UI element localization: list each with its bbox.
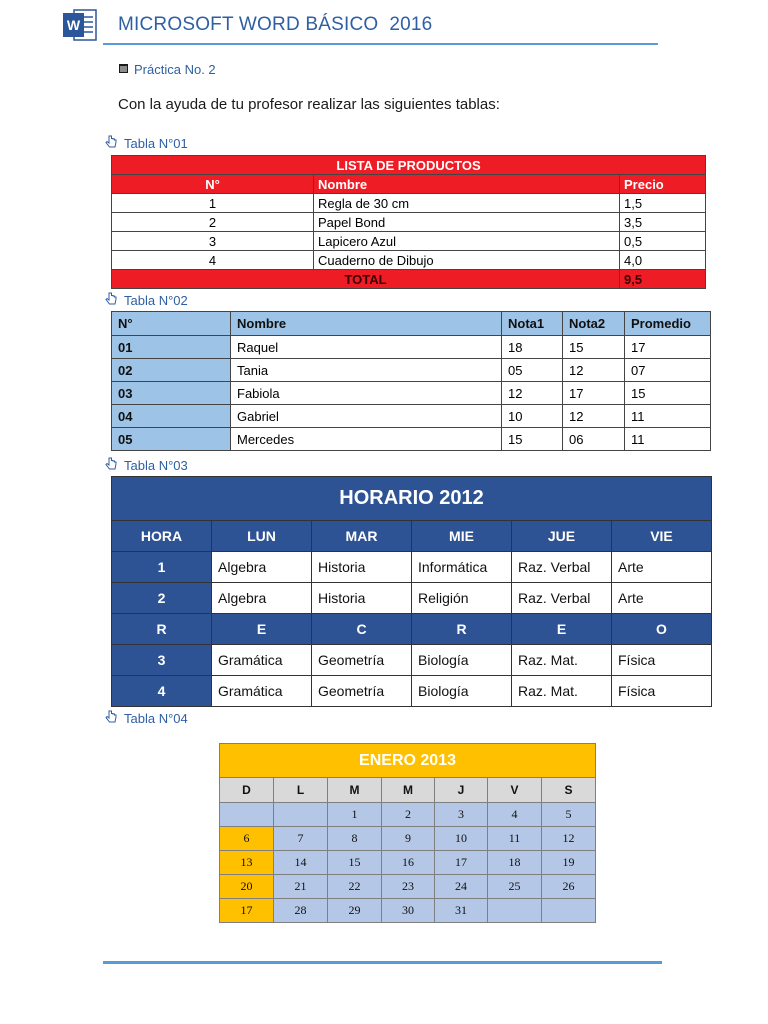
table-cell: 11 <box>488 827 542 851</box>
table-cell: E <box>212 614 312 645</box>
table-cell: 6 <box>220 827 274 851</box>
table4-label-text: Tabla N°04 <box>124 711 188 726</box>
practice-heading <box>118 62 216 77</box>
column-header: S <box>542 778 596 803</box>
table-cell: 25 <box>488 875 542 899</box>
column-header: J <box>435 778 488 803</box>
table-row <box>220 803 596 827</box>
column-header: MIE <box>412 521 512 552</box>
table-title-row <box>112 477 712 521</box>
column-header: N° <box>112 312 231 336</box>
table-cell: 2 <box>112 213 314 232</box>
table-row <box>220 875 596 899</box>
table-cell: Raz. Mat. <box>512 676 612 707</box>
table-cell: 8 <box>328 827 382 851</box>
table-cell: 31 <box>435 899 488 923</box>
table-cell: 24 <box>435 875 488 899</box>
table-cell: 2 <box>112 583 212 614</box>
table-row <box>112 232 706 251</box>
header-divider <box>103 43 658 45</box>
table-row <box>220 827 596 851</box>
table-cell: 12 <box>542 827 596 851</box>
table-cell: 9 <box>382 827 435 851</box>
table-row <box>112 405 711 428</box>
table-cell: 12 <box>563 359 625 382</box>
table-cell: R <box>412 614 512 645</box>
table-title: ENERO 2013 <box>220 744 596 778</box>
table-cell: Gabriel <box>231 405 502 428</box>
table-cell: 02 <box>112 359 231 382</box>
table-cell: 17 <box>220 899 274 923</box>
table1-label-text: Tabla N°01 <box>124 136 188 151</box>
table-cell: 4 <box>488 803 542 827</box>
table-cell: 07 <box>625 359 711 382</box>
table-row <box>112 428 711 451</box>
table-cell: 17 <box>435 851 488 875</box>
logo-letter: W <box>66 17 81 33</box>
column-header: D <box>220 778 274 803</box>
table-cell: 26 <box>542 875 596 899</box>
table-header-row <box>112 521 712 552</box>
column-header: HORA <box>112 521 212 552</box>
table-cell: 4 <box>112 676 212 707</box>
table-cell: 1,5 <box>620 194 706 213</box>
table-cell: Geometría <box>312 645 412 676</box>
table-title-row <box>220 744 596 778</box>
column-header: N° <box>112 175 314 194</box>
table-cell: 12 <box>502 382 563 405</box>
table-row <box>112 359 711 382</box>
table-cell: 28 <box>274 899 328 923</box>
table-row <box>220 899 596 923</box>
table-cell: Informática <box>412 552 512 583</box>
table-cell: 1 <box>328 803 382 827</box>
table-cell: Raquel <box>231 336 502 359</box>
column-header: Precio <box>620 175 706 194</box>
table-cell: 2 <box>382 803 435 827</box>
column-header: Nota1 <box>502 312 563 336</box>
table-cell: 03 <box>112 382 231 405</box>
table-cell: 1 <box>112 194 314 213</box>
table-row <box>112 336 711 359</box>
table-cell <box>488 899 542 923</box>
table-cell: 18 <box>488 851 542 875</box>
table-cell: 4,0 <box>620 251 706 270</box>
table-cell: Mercedes <box>231 428 502 451</box>
table-cell: 21 <box>274 875 328 899</box>
table-cell: 10 <box>502 405 563 428</box>
table-cell: 05 <box>502 359 563 382</box>
table-cell: 15 <box>328 851 382 875</box>
column-header: L <box>274 778 328 803</box>
table-cell <box>274 803 328 827</box>
table-cell: 3 <box>112 645 212 676</box>
table-cell: 17 <box>563 382 625 405</box>
table-cell: 06 <box>563 428 625 451</box>
table-cell: 11 <box>625 428 711 451</box>
table-cell: 04 <box>112 405 231 428</box>
table-title: LISTA DE PRODUCTOS <box>112 156 706 175</box>
total-row <box>112 270 706 289</box>
table-cell: 12 <box>563 405 625 428</box>
table-row <box>220 851 596 875</box>
table-cell: 05 <box>112 428 231 451</box>
table-cell: Gramática <box>212 645 312 676</box>
column-header: Nombre <box>314 175 620 194</box>
table-cell: 1 <box>112 552 212 583</box>
footer-divider <box>103 961 662 964</box>
grades-table <box>111 311 711 451</box>
pointer-hand-icon <box>104 457 118 474</box>
recreo-row <box>112 614 712 645</box>
table-cell: Historia <box>312 583 412 614</box>
table-cell: Geometría <box>312 676 412 707</box>
table-cell: 15 <box>563 336 625 359</box>
products-table <box>111 155 706 289</box>
schedule-table <box>111 476 712 707</box>
pointer-hand-icon <box>104 292 118 309</box>
table-row <box>112 645 712 676</box>
table-cell <box>220 803 274 827</box>
table-cell: Raz. Mat. <box>512 645 612 676</box>
table-cell: O <box>612 614 712 645</box>
column-header: Nombre <box>231 312 502 336</box>
table-cell: Cuaderno de Dibujo <box>314 251 620 270</box>
table-title-row <box>112 156 706 175</box>
table-cell: Historia <box>312 552 412 583</box>
column-header: V <box>488 778 542 803</box>
table2-label <box>104 292 188 309</box>
table-cell: 17 <box>625 336 711 359</box>
table-cell: 30 <box>382 899 435 923</box>
table-cell: 3,5 <box>620 213 706 232</box>
table-cell: Física <box>612 676 712 707</box>
pointer-hand-icon <box>104 135 118 152</box>
table-cell: Biología <box>412 676 512 707</box>
table-cell: 7 <box>274 827 328 851</box>
table-cell: 29 <box>328 899 382 923</box>
table-cell: 19 <box>542 851 596 875</box>
table-cell: Regla de 30 cm <box>314 194 620 213</box>
table-cell: 22 <box>328 875 382 899</box>
table-row <box>112 382 711 405</box>
table-cell: 0,5 <box>620 232 706 251</box>
word-logo <box>62 8 98 42</box>
column-header: MAR <box>312 521 412 552</box>
table-cell: Religión <box>412 583 512 614</box>
practice-label: Práctica No. 2 <box>134 62 216 77</box>
table-cell: Física <box>612 645 712 676</box>
intro-text: Con la ayuda de tu profesor realizar las siguientes tablas: <box>118 96 500 113</box>
table-cell: E <box>512 614 612 645</box>
table-cell: 5 <box>542 803 596 827</box>
table-cell: Biología <box>412 645 512 676</box>
table-cell: Arte <box>612 583 712 614</box>
table-cell: 11 <box>625 405 711 428</box>
table-cell: 01 <box>112 336 231 359</box>
table-cell: Raz. Verbal <box>512 583 612 614</box>
table2-label-text: Tabla N°02 <box>124 293 188 308</box>
table-cell: 3 <box>112 232 314 251</box>
table-cell: Lapicero Azul <box>314 232 620 251</box>
document-title: MICROSOFT WORD BÁSICO 2016 <box>118 14 433 35</box>
table-row <box>112 583 712 614</box>
table3-label <box>104 457 188 474</box>
table-cell: Raz. Verbal <box>512 552 612 583</box>
table-row <box>112 194 706 213</box>
column-header: VIE <box>612 521 712 552</box>
table-cell: 13 <box>220 851 274 875</box>
table-cell: 3 <box>435 803 488 827</box>
table-cell: 14 <box>274 851 328 875</box>
table-cell: 15 <box>625 382 711 405</box>
table-title: HORARIO 2012 <box>112 477 712 521</box>
table-header-row <box>112 312 711 336</box>
table4-label <box>104 710 188 727</box>
column-header: LUN <box>212 521 312 552</box>
table-row <box>112 251 706 270</box>
total-label: TOTAL <box>112 270 620 289</box>
table-cell: Papel Bond <box>314 213 620 232</box>
table-cell: 23 <box>382 875 435 899</box>
table-cell: 20 <box>220 875 274 899</box>
table-row <box>112 552 712 583</box>
table-cell: 18 <box>502 336 563 359</box>
table-cell: Fabiola <box>231 382 502 405</box>
table-cell: 15 <box>502 428 563 451</box>
table-cell: Algebra <box>212 552 312 583</box>
pointer-hand-icon <box>104 710 118 727</box>
table-header-row <box>220 778 596 803</box>
table-header-row <box>112 175 706 194</box>
table-cell: Gramática <box>212 676 312 707</box>
table-row <box>112 676 712 707</box>
table-cell: Tania <box>231 359 502 382</box>
table1-label <box>104 135 188 152</box>
table-cell: C <box>312 614 412 645</box>
column-header: JUE <box>512 521 612 552</box>
column-header: Promedio <box>625 312 711 336</box>
table-cell: 16 <box>382 851 435 875</box>
document-icon <box>118 62 129 77</box>
table-cell: 4 <box>112 251 314 270</box>
table-cell: Arte <box>612 552 712 583</box>
column-header: M <box>328 778 382 803</box>
column-header: Nota2 <box>563 312 625 336</box>
table3-label-text: Tabla N°03 <box>124 458 188 473</box>
table-cell: Algebra <box>212 583 312 614</box>
total-value: 9,5 <box>620 270 706 289</box>
calendar-table <box>219 743 596 923</box>
column-header: M <box>382 778 435 803</box>
table-cell: 10 <box>435 827 488 851</box>
table-cell: R <box>112 614 212 645</box>
table-cell <box>542 899 596 923</box>
table-row <box>112 213 706 232</box>
